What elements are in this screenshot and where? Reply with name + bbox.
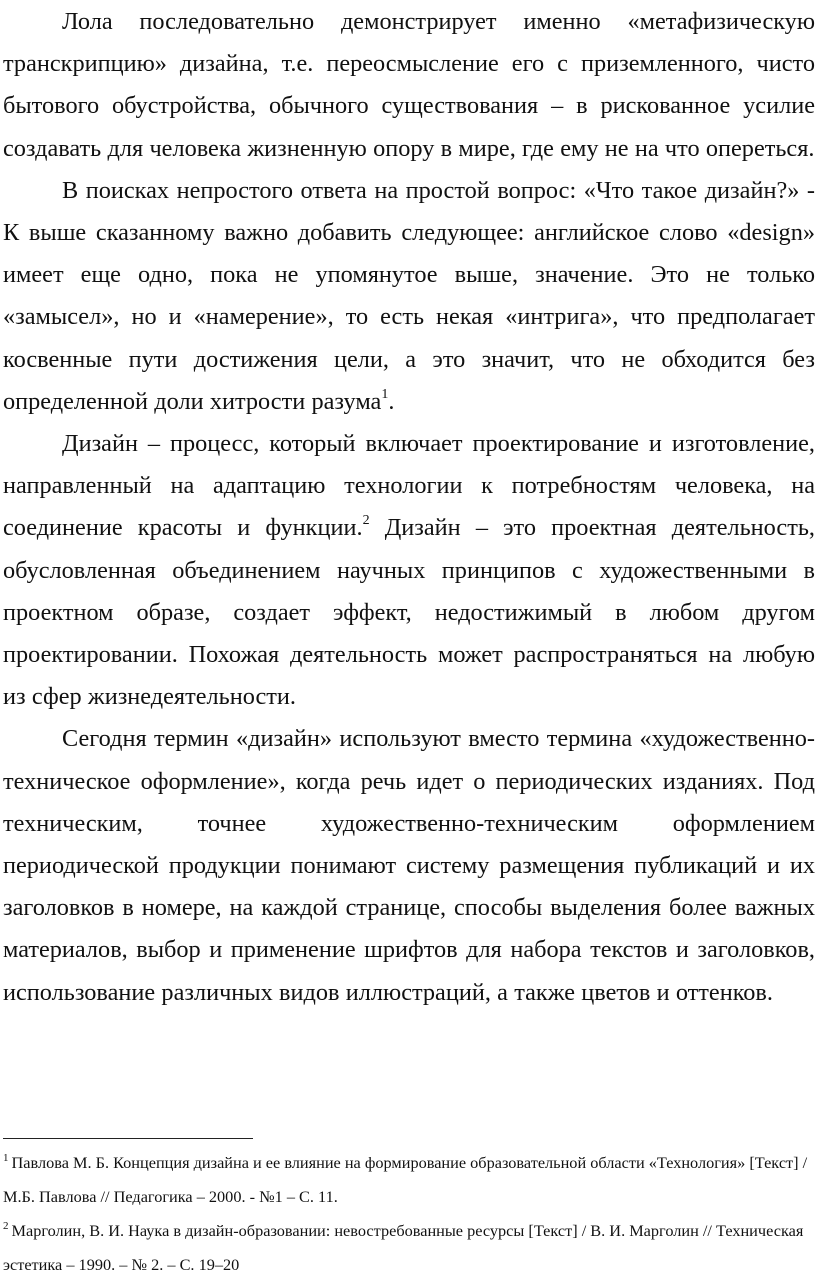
- footnote-1: [3, 1146, 815, 1214]
- paragraph-4: [3, 718, 815, 1013]
- footnote-1-number: 1: [3, 1151, 9, 1164]
- paragraph-1-text: Лола последовательно демонстрирует именно «метафизическую транскрипцию» дизайна, т.е. переосмысление его с приземленного, чисто бытового обустройства, обычного существования – в рискованное усилие создавать для человека жизненную опору в мире, где ему не на что опереться.: [3, 8, 815, 162]
- paragraph-3: [3, 423, 815, 718]
- footnote-2: [3, 1214, 815, 1282]
- paragraph-2-tail: .: [388, 387, 395, 415]
- paragraph-3-text: Дизайн – процесс, который включает проектирование и изготовление, направленный на адаптацию технологии к потребностям человека, на соединение красоты и функции.: [3, 430, 815, 542]
- footnote-2-text: Марголин, В. И. Наука в дизайн-образовании: невостребованные ресурсы [Текст] / В. И. Марголин // Техническая эстетика – 1990. – № 2. – С. 19–20: [3, 1221, 804, 1274]
- footnote-ref-1[interactable]: 1: [381, 386, 389, 402]
- footnote-ref-2[interactable]: 2: [362, 513, 370, 529]
- paragraph-2-text: В поисках непростого ответа на простой вопрос: «Что такое дизайн?» - К выше сказанному важно добавить следующее: английское слово «design» имеет еще одно, пока не упомянутое выше, значение. Это не только «замысел», но и «намерение», то есть некая «интрига», что предполагает косвенные пути достижения цели, а это значит, что не обходится без определенной доли хитрости разума: [3, 176, 815, 415]
- footnote-2-number: 2: [3, 1219, 9, 1232]
- footnotes: [3, 1146, 815, 1282]
- paragraph-2: [3, 170, 815, 423]
- paragraph-1: [3, 1, 815, 170]
- body-text: [3, 1, 815, 1014]
- footnote-separator: [3, 1138, 253, 1139]
- footnote-1-text: Павлова М. Б. Концепция дизайна и ее влияние на формирование образовательной области «Технология» [Текст] / М.Б. Павлова // Педагогика – 2000. - №1 – С. 11.: [3, 1153, 808, 1206]
- paragraph-4-text: Сегодня термин «дизайн» используют вместо термина «художественно-техническое оформление», когда речь идет о периодических изданиях. Под техническим, точнее художественно-техническим оформлением периодической продукции понимают систему размещения публикаций и их заголовков в номере, на каждой странице, способы выделения более важных материалов, выбор и применение шрифтов для набора текстов и заголовков, использование различных видов иллюстраций, а также цветов и оттенков.: [3, 725, 815, 1006]
- paragraph-3-tail: Дизайн – это проектная деятельность, обусловленная объединением научных принципов с художественными в проектном образе, создает эффект, недостижимый в любом другом проектировании. Похожая деятельность может распространяться на любую из сфер жизнедеятельности.: [3, 514, 815, 711]
